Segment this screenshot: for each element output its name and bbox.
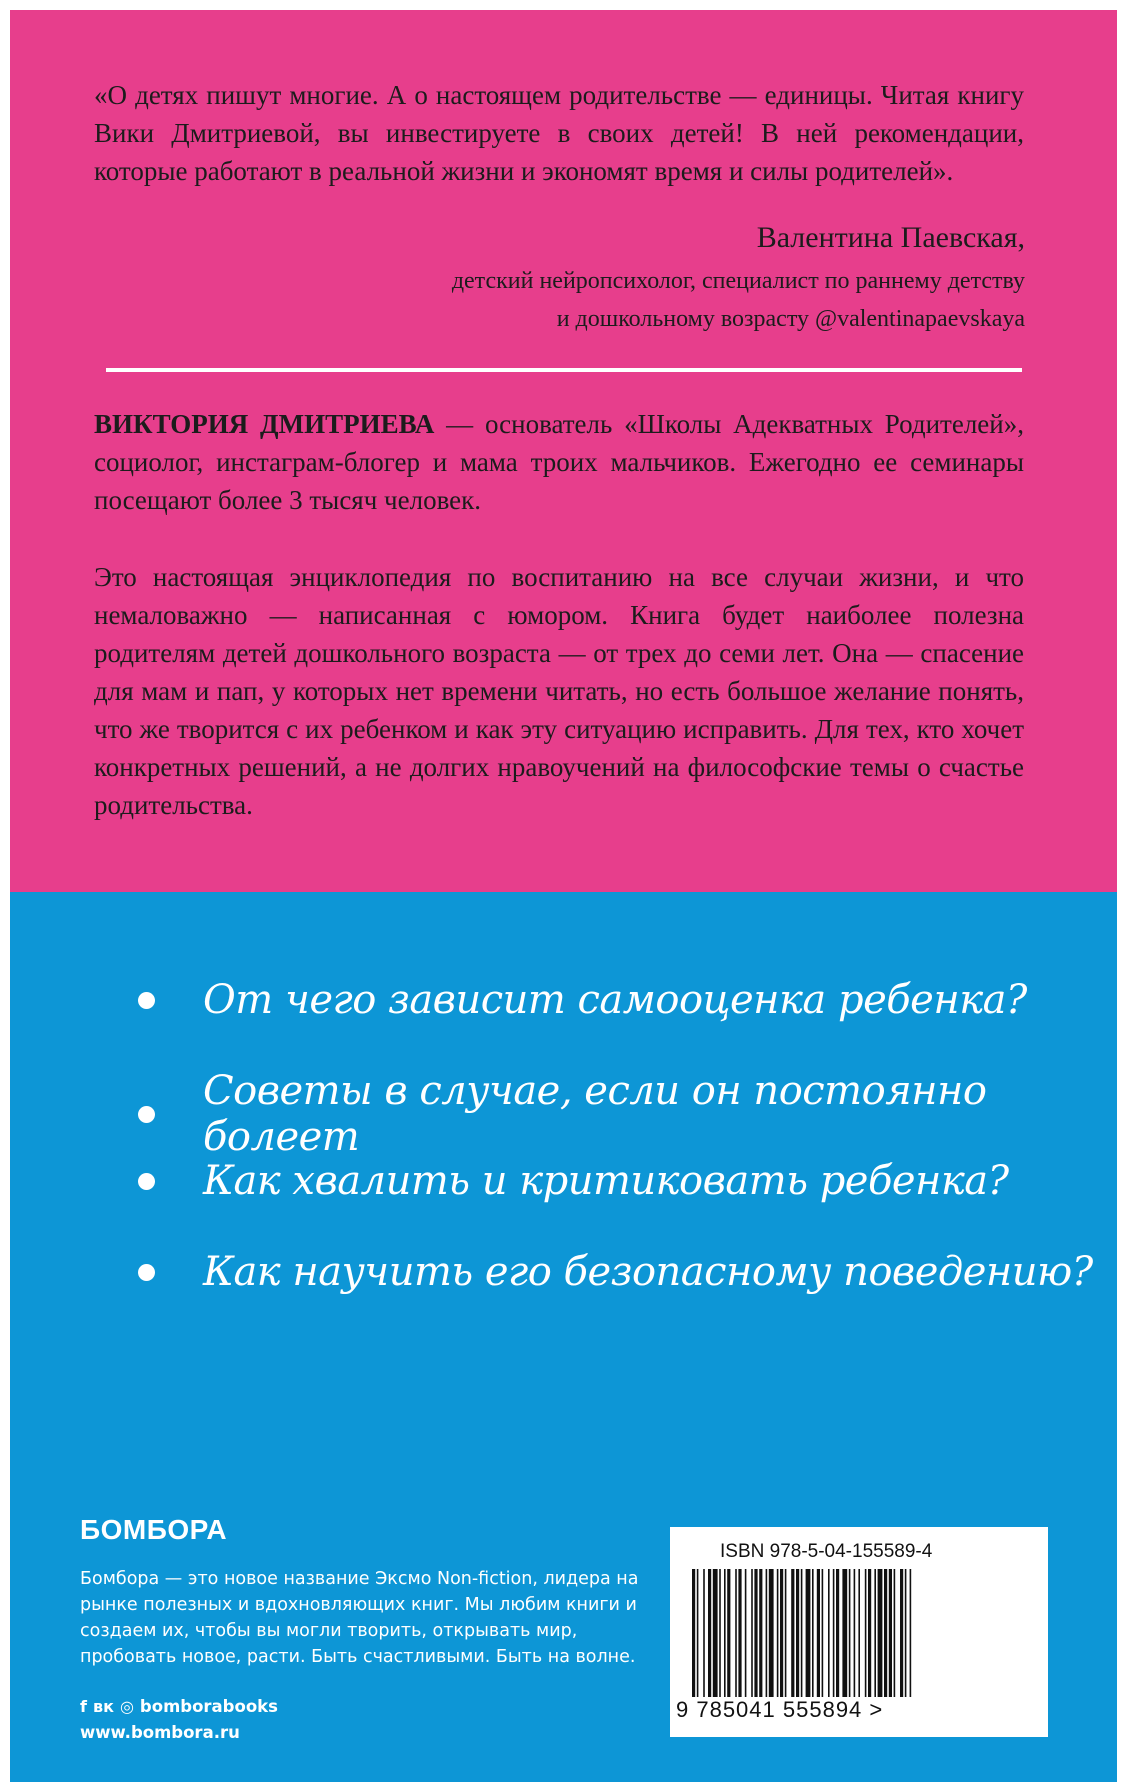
question-item — [138, 977, 1027, 1023]
author-bio-text: — основатель «Школы Адекватных Родителей», социолог, инстаграм-блогер и мама троих мальчиков. Ежегодно ее семинары посещают более 3 тысяч человек. — [94, 409, 1024, 515]
barcode-bar — [724, 1569, 726, 1697]
facebook-icon[interactable]: f — [80, 1697, 87, 1716]
barcode-bar — [738, 1569, 741, 1697]
author-name: ВИКТОРИЯ ДМИТРИЕВА — [94, 409, 435, 439]
barcode-bar — [713, 1569, 718, 1697]
barcode-bar — [884, 1569, 887, 1697]
quote-author-role — [225, 262, 1025, 338]
barcode-bar — [812, 1569, 814, 1697]
instagram-icon[interactable]: ◎ — [119, 1697, 134, 1716]
book-back-cover — [10, 10, 1117, 1782]
barcode-bar — [854, 1569, 856, 1697]
barcode-bar — [703, 1569, 705, 1697]
barcode-bar — [780, 1569, 783, 1697]
section-divider — [106, 368, 1022, 372]
barcode-bar — [817, 1569, 820, 1697]
barcode-bar — [910, 1569, 912, 1697]
question-text: Советы в случае, если он постоянно болеет — [203, 1068, 987, 1160]
barcode-bar — [865, 1569, 867, 1697]
barcode-bar — [777, 1569, 779, 1697]
barcode-bar — [708, 1569, 711, 1697]
barcode-bar — [905, 1569, 907, 1697]
barcode-bar — [878, 1569, 883, 1697]
barcode-bar — [727, 1569, 730, 1697]
barcode-bar — [697, 1569, 699, 1697]
barcode-bar — [889, 1569, 892, 1697]
barcode-bar — [759, 1569, 762, 1697]
barcode-bar — [836, 1569, 839, 1697]
publisher-about: Бомбора — это новое название Эксмо Non-fiction, лидера на рынке полезных и вдохновляющих книг. Мы любим книги и создаем их, чтобы вы могли творить, открывать мир, пробовать новое, расти. Быть счастливыми. Быть на волне. — [80, 1569, 639, 1667]
barcode-bar — [796, 1569, 799, 1697]
publisher-website[interactable]: www.bombora.ru — [80, 1723, 240, 1742]
social-links — [80, 1697, 278, 1716]
question-item — [138, 1068, 1117, 1160]
barcode-bar — [894, 1569, 896, 1697]
barcode-bar — [842, 1569, 847, 1697]
question-item — [138, 1249, 1093, 1295]
barcode-bar — [822, 1569, 824, 1697]
book-description: Это настоящая энциклопедия по воспитанию на все случаи жизни, и что немаловажно — написанная с юмором. Книга будет наиболее полезна родителям детей дошкольного возраста — от трех до семи лет. Она — спасение для мам и пап, у которых нет времени читать, но есть большое желание понять, что же творится с их ребенком и как эту ситуацию исправить. Для тех, кто хочет конкретных решений, а не долгих нравоучений на философские темы о счастье родительства. — [94, 562, 1024, 820]
vk-icon[interactable]: вк — [92, 1697, 114, 1716]
barcode-bar — [900, 1569, 903, 1697]
question-item — [138, 1158, 1009, 1204]
barcode-bar — [806, 1569, 811, 1697]
question-text: Как научить его безопасному поведению? — [203, 1249, 1093, 1295]
barcode-bar — [745, 1569, 747, 1697]
bullet-icon — [138, 1173, 155, 1190]
quote-author-role-line: и дошкольному возрасту @valentinapaevskaya — [556, 306, 1025, 332]
isbn-text: ISBN 978-5-04-155589-4 — [720, 1541, 933, 1562]
barcode-bar — [735, 1569, 737, 1697]
barcode-panel — [670, 1527, 1048, 1737]
barcode-bar — [769, 1569, 774, 1697]
barcode-image — [692, 1569, 992, 1697]
barcode-bar — [766, 1569, 768, 1697]
endorsement-quote: «О детях пишут многие. А о настоящем родительстве — единицы. Читая книгу Вики Дмитриевой, вы инвестируете в своих детей! В ней рекомендации, которые работают в реальной жизни и экономят время и силы родителей». — [94, 80, 1024, 186]
barcode-bar — [849, 1569, 851, 1697]
quote-author-role-line: детский нейропсихолог, специалист по раннему детству — [451, 268, 1025, 294]
barcode-digits: 9 785041 555894 > — [676, 1697, 884, 1722]
pink-section — [10, 10, 1117, 892]
bullet-icon — [138, 992, 155, 1009]
barcode-bar — [719, 1569, 721, 1697]
barcode-bar — [868, 1569, 871, 1697]
blue-section — [10, 892, 1117, 1782]
barcode-bar — [692, 1569, 695, 1697]
barcode-bar — [801, 1569, 803, 1697]
question-text: От чего зависит самооценка ребенка? — [203, 977, 1027, 1023]
bullet-icon — [138, 1264, 155, 1281]
barcode-bar — [785, 1569, 787, 1697]
bullet-icon — [138, 1106, 155, 1123]
barcode-bar — [751, 1569, 753, 1697]
barcode-bar — [828, 1569, 830, 1697]
publisher-logo: БОМБОРА — [80, 1514, 228, 1545]
barcode-bar — [791, 1569, 794, 1697]
author-bio — [94, 405, 1024, 519]
question-text: Как хвалить и критиковать ребенка? — [203, 1158, 1009, 1204]
quote-author: Валентина Паевская, — [756, 221, 1025, 254]
barcode-bar — [833, 1569, 835, 1697]
barcode-bar — [754, 1569, 757, 1697]
barcode-bar — [858, 1569, 860, 1697]
barcode-bar — [874, 1569, 876, 1697]
social-handle[interactable]: bomborabooks — [139, 1697, 278, 1716]
